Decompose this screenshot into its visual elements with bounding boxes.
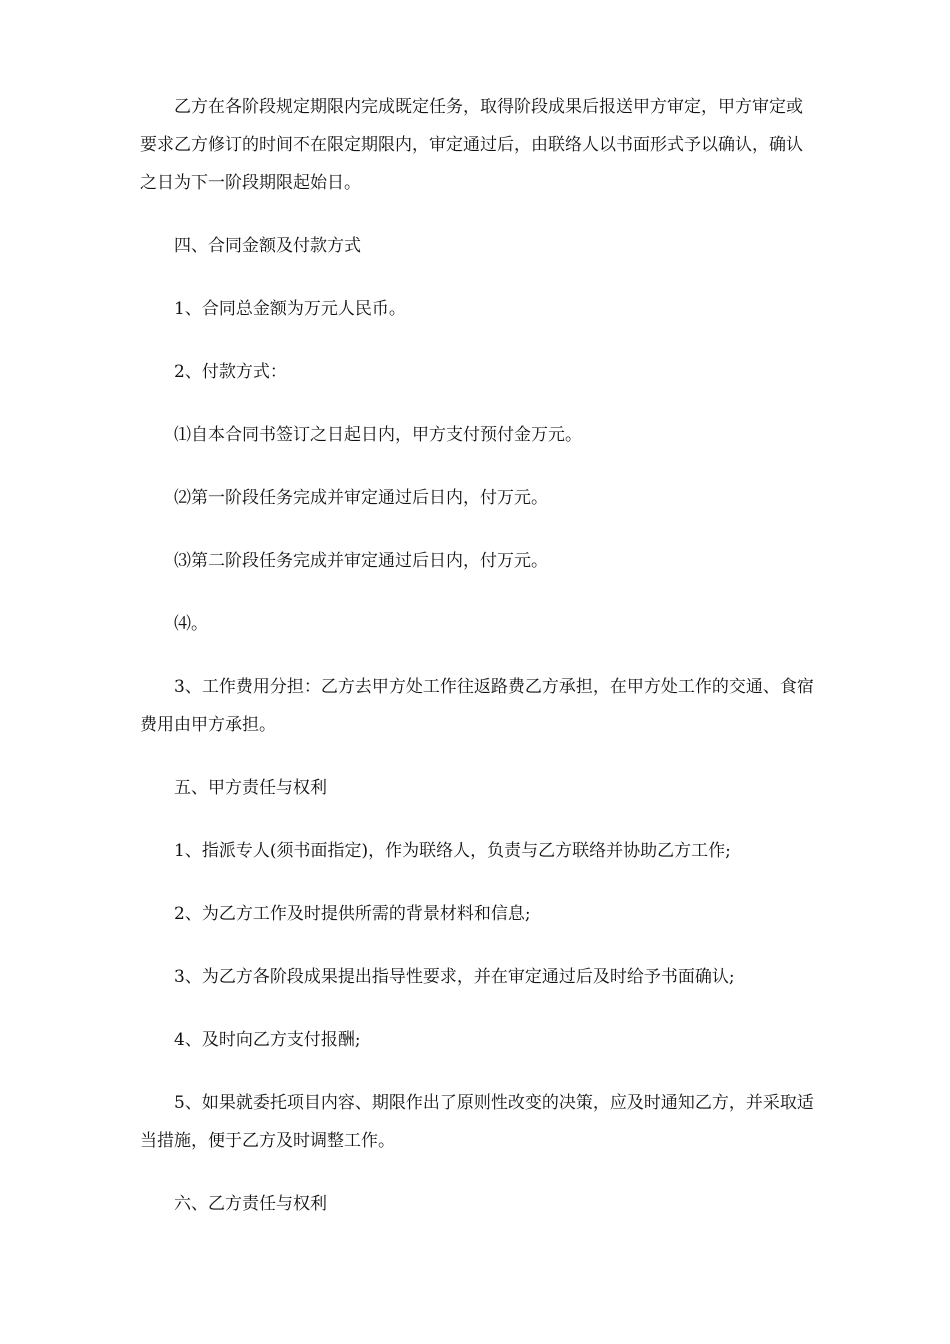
document-page [140,88,816,1248]
paragraph-payment-4: ⑷。 [174,614,208,634]
paragraph-party-a-4: 4、及时向乙方支付报酬; [174,1030,361,1050]
paragraph-party-a-2: 2、为乙方工作及时提供所需的背景材料和信息; [174,904,531,924]
paragraph-payment-3: ⑶第二阶段任务完成并审定通过后日内，付万元。 [174,551,548,571]
paragraph-payment-2: ⑵第一阶段任务完成并审定通过后日内，付万元。 [174,488,548,508]
paragraph-cost-sharing: 3、工作费用分担：乙方去甲方处工作往返路费乙方承担，在甲方处工作的交通、食宿费用由甲方承担。 [140,677,814,735]
paragraph-total-amount: 1、合同总金额为万元人民币。 [174,299,406,319]
paragraph-party-a-3: 3、为乙方各阶段成果提出指导性要求，并在审定通过后及时给予书面确认; [174,967,735,987]
section-heading-party-b: 六、乙方责任与权利 [174,1194,327,1214]
section-heading-contract-amount: 四、合同金额及付款方式 [174,236,361,256]
section-heading-party-a: 五、甲方责任与权利 [174,778,327,798]
paragraph-payment-method: 2、付款方式： [174,362,287,382]
paragraph-party-a-1: 1、指派专人(须书面指定)，作为联络人，负责与乙方联络并协助乙方工作; [174,841,731,861]
paragraph-party-a-5: 5、如果就委托项目内容、期限作出了原则性改变的决策，应及时通知乙方，并采取适当措施，便于乙方及时调整工作。 [140,1093,814,1151]
paragraph-stage-review: 乙方在各阶段规定期限内完成既定任务，取得阶段成果后报送甲方审定，甲方审定或要求乙方修订的时间不在限定期限内，审定通过后，由联络人以书面形式予以确认，确认之日为下一阶段期限起始日。 [140,97,803,193]
paragraph-payment-1: ⑴自本合同书签订之日起日内，甲方支付预付金万元。 [174,425,582,445]
